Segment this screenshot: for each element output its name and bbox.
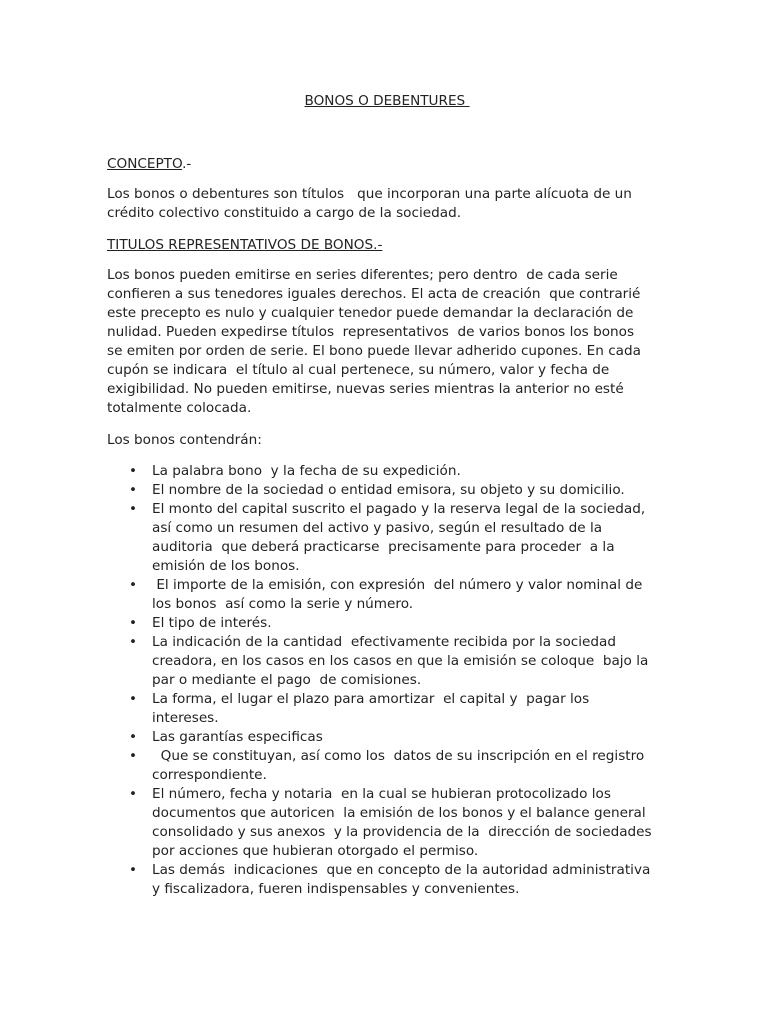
bullet-icon: •	[129, 482, 138, 498]
list-item-line: La palabra bono y la fecha de su expedición.	[152, 463, 461, 479]
titulos-heading-text: TITULOS REPRESENTATIVOS DE BONOS.-	[107, 237, 383, 253]
list-item-line: El monto del capital suscrito el pagado y la reserva legal de la sociedad,	[152, 501, 646, 517]
bullet-icon: •	[129, 463, 138, 479]
list-item-line: auditoria que deberá practicarse precisamente para proceder a la	[152, 539, 615, 555]
contendran-label: Los bonos contendrán:	[107, 432, 262, 448]
list-item-line: correspondiente.	[152, 767, 267, 783]
concepto-heading	[107, 155, 667, 174]
document-title: BONOS O DEBENTURES	[304, 93, 470, 109]
list-item	[107, 481, 667, 500]
paragraph-line: Los bonos o debentures son títulos que incorporan una parte alícuota de un	[107, 186, 632, 202]
titulos-paragraph	[107, 266, 667, 418]
list-item-line: El número, fecha y notaria en la cual se hubieran protocolizado los	[152, 786, 611, 802]
paragraph-line: este precepto es nulo y cualquier tenedor puede demandar la declaración de	[107, 305, 634, 321]
list-item-line: Las demás indicaciones que en concepto de la autoridad administrativa	[152, 862, 651, 878]
paragraph-line: crédito colectivo constituido a cargo de la sociedad.	[107, 205, 462, 221]
bullet-icon: •	[129, 862, 138, 878]
document-page	[107, 92, 667, 899]
bullet-icon: •	[129, 501, 138, 517]
bullet-icon: •	[129, 577, 138, 593]
requirements-list	[107, 462, 667, 899]
bullet-icon: •	[129, 691, 138, 707]
list-item-line: así como un resumen del activo y pasivo, según el resultado de la	[152, 520, 603, 536]
paragraph-line: totalmente colocada.	[107, 400, 252, 416]
concepto-heading-suffix: .-	[182, 156, 192, 172]
list-item	[107, 633, 667, 690]
list-item-line: par o mediante el pago de comisiones.	[152, 672, 422, 688]
paragraph-line: se emiten por orden de serie. El bono puede llevar adherido cupones. En cada	[107, 343, 641, 359]
list-item-line: los bonos así como la serie y número.	[152, 596, 414, 612]
list-item-line: intereses.	[152, 710, 219, 726]
concepto-heading-text: CONCEPTO	[107, 156, 183, 172]
concepto-paragraph	[107, 185, 667, 223]
list-item	[107, 728, 667, 747]
bullet-icon: •	[129, 748, 138, 764]
paragraph-line: nulidad. Pueden expedirse títulos representativos de varios bonos los bonos	[107, 324, 635, 340]
list-item-line: Que se constituyan, así como los datos de su inscripción en el registro	[152, 748, 645, 764]
list-item-line: La forma, el lugar el plazo para amortizar el capital y pagar los	[152, 691, 590, 707]
list-item	[107, 462, 667, 481]
bullet-icon: •	[129, 634, 138, 650]
list-item-line: Las garantías especificas	[152, 729, 323, 745]
paragraph-line: exigibilidad. No pueden emitirse, nuevas series mientras la anterior no esté	[107, 381, 624, 397]
list-item	[107, 614, 667, 633]
paragraph-line: Los bonos pueden emitirse en series diferentes; pero dentro de cada serie	[107, 267, 618, 283]
list-item-line: por acciones que hubieran otorgado el permiso.	[152, 843, 479, 859]
bullet-icon: •	[129, 786, 138, 802]
bullet-icon: •	[129, 615, 138, 631]
list-item-line: creadora, en los casos en los casos en que la emisión se coloque bajo la	[152, 653, 649, 669]
bullet-icon: •	[129, 729, 138, 745]
list-item	[107, 861, 667, 899]
list-item	[107, 785, 667, 861]
list-item	[107, 576, 667, 614]
list-item	[107, 747, 667, 785]
list-item-line: La indicación de la cantidad efectivamente recibida por la sociedad	[152, 634, 617, 650]
list-item-line: documentos que autoricen la emisión de los bonos y el balance general	[152, 805, 646, 821]
titulos-heading	[107, 236, 667, 255]
list-item-line: consolidado y sus anexos y la providencia de la dirección de sociedades	[152, 824, 652, 840]
list-item-line: El tipo de interés.	[152, 615, 272, 631]
list-item	[107, 690, 667, 728]
list-item-line: emisión de los bonos.	[152, 558, 300, 574]
list-item-line: El importe de la emisión, con expresión del número y valor nominal de	[152, 577, 643, 593]
list-item-line: El nombre de la sociedad o entidad emisora, su objeto y su domicilio.	[152, 482, 625, 498]
paragraph-line: confieren a sus tenedores iguales derechos. El acta de creación que contrarié	[107, 286, 641, 302]
paragraph-line: cupón se indicara el título al cual pertenece, su número, valor y fecha de	[107, 362, 610, 378]
list-item-line: y fiscalizadora, fueren indispensables y convenientes.	[152, 881, 520, 897]
list-item	[107, 500, 667, 576]
